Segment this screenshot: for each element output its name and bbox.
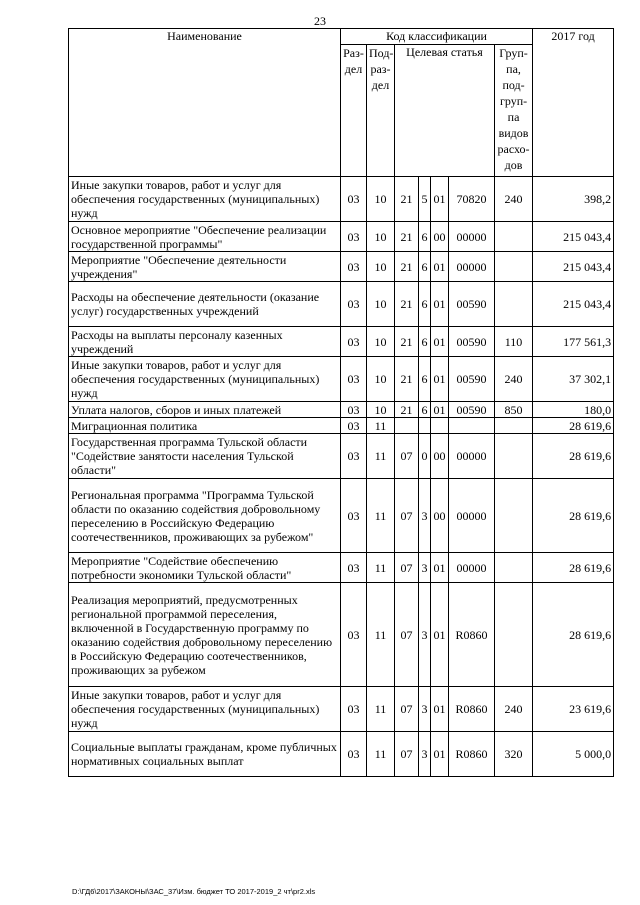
cell-p2: 6 — [419, 282, 431, 327]
cell-p4: 70820 — [449, 177, 495, 222]
cell-vr: 110 — [495, 327, 533, 357]
page-number: 23 — [314, 14, 326, 28]
cell-name: Мероприятие "Содействие обеспечению потребности экономики Тульской области" — [69, 553, 341, 583]
cell-p2: 6 — [419, 327, 431, 357]
cell-vr — [495, 282, 533, 327]
cell-pr: 11 — [367, 418, 395, 434]
table-row — [69, 282, 614, 327]
cell-pr: 10 — [367, 357, 395, 402]
cell-pr: 11 — [367, 732, 395, 777]
cell-pr: 10 — [367, 177, 395, 222]
table-row — [69, 357, 614, 402]
cell-name: Социальные выплаты гражданам, кроме публичных нормативных социальных выплат — [69, 732, 341, 777]
cell-amount: 215 043,4 — [533, 282, 614, 327]
cell-p1: 21 — [395, 252, 419, 282]
cell-p2: 3 — [419, 687, 431, 732]
table-row — [69, 583, 614, 687]
cell-p2: 6 — [419, 402, 431, 418]
table-row — [69, 327, 614, 357]
cell-vr — [495, 434, 533, 479]
header-year: 2017 год — [533, 29, 614, 177]
table-row — [69, 402, 614, 418]
cell-rz: 03 — [341, 583, 367, 687]
cell-name: Расходы на выплаты персоналу казенных учреждений — [69, 327, 341, 357]
cell-p1: 21 — [395, 402, 419, 418]
cell-p4: 00000 — [449, 479, 495, 553]
cell-name: Иные закупки товаров, работ и услуг для обеспечения государственных (муниципальных) нужд — [69, 177, 341, 222]
table-row — [69, 553, 614, 583]
cell-p3: 01 — [431, 583, 449, 687]
cell-p1: 07 — [395, 434, 419, 479]
cell-rz: 03 — [341, 327, 367, 357]
cell-p2: 3 — [419, 479, 431, 553]
cell-p1: 07 — [395, 479, 419, 553]
cell-p4: 00000 — [449, 252, 495, 282]
cell-vr — [495, 479, 533, 553]
cell-vr: 240 — [495, 177, 533, 222]
cell-vr: 320 — [495, 732, 533, 777]
cell-p4: 00590 — [449, 327, 495, 357]
cell-p2 — [419, 418, 431, 434]
cell-vr — [495, 222, 533, 252]
table-row — [69, 479, 614, 553]
cell-amount: 23 619,6 — [533, 687, 614, 732]
cell-p4: 00590 — [449, 357, 495, 402]
cell-pr: 10 — [367, 222, 395, 252]
cell-amount: 180,0 — [533, 402, 614, 418]
cell-vr: 240 — [495, 687, 533, 732]
cell-amount: 28 619,6 — [533, 434, 614, 479]
budget-table — [68, 28, 614, 777]
table-row — [69, 687, 614, 732]
cell-name: Государственная программа Тульской области "Содействие занятости населения Тульской области" — [69, 434, 341, 479]
cell-pr: 11 — [367, 479, 395, 553]
cell-p4 — [449, 418, 495, 434]
cell-vr: 850 — [495, 402, 533, 418]
cell-p4: R0860 — [449, 732, 495, 777]
cell-p2: 5 — [419, 177, 431, 222]
cell-name: Реализация мероприятий, предусмотренных региональной программой переселения, включенной в Государственную программу по оказанию содействия добровольному переселению в Российскую Федерацию соотечественников, проживающих за рубежом — [69, 583, 341, 687]
cell-amount: 177 561,3 — [533, 327, 614, 357]
cell-p3: 01 — [431, 177, 449, 222]
header-classification: Код классификации — [341, 29, 533, 45]
cell-p3: 01 — [431, 357, 449, 402]
cell-pr: 10 — [367, 327, 395, 357]
table-body — [69, 177, 614, 777]
cell-p2: 0 — [419, 434, 431, 479]
cell-name: Иные закупки товаров, работ и услуг для обеспечения государственных (муниципальных) нужд — [69, 357, 341, 402]
cell-p2: 6 — [419, 252, 431, 282]
cell-p4: 00000 — [449, 553, 495, 583]
table-row — [69, 177, 614, 222]
cell-pr: 10 — [367, 402, 395, 418]
cell-p3: 00 — [431, 434, 449, 479]
cell-amount: 28 619,6 — [533, 479, 614, 553]
cell-p4: 00590 — [449, 402, 495, 418]
cell-rz: 03 — [341, 252, 367, 282]
cell-p1: 21 — [395, 327, 419, 357]
header-section: Раз- дел — [341, 45, 367, 177]
cell-p3: 01 — [431, 282, 449, 327]
cell-rz: 03 — [341, 402, 367, 418]
cell-p3: 00 — [431, 479, 449, 553]
cell-pr: 11 — [367, 553, 395, 583]
table-row — [69, 434, 614, 479]
cell-p3: 01 — [431, 732, 449, 777]
cell-pr: 10 — [367, 252, 395, 282]
cell-pr: 11 — [367, 434, 395, 479]
cell-name: Региональная программа "Программа Тульской области по оказанию содействия добровольному переселению в Российскую Федерацию соотечественников, проживающих за рубежом" — [69, 479, 341, 553]
cell-name: Основное мероприятие "Обеспечение реализации государственной программы" — [69, 222, 341, 252]
cell-p3: 00 — [431, 222, 449, 252]
header-subsection: Под- раз- дел — [367, 45, 395, 177]
cell-vr — [495, 418, 533, 434]
cell-rz: 03 — [341, 357, 367, 402]
cell-rz: 03 — [341, 732, 367, 777]
cell-rz: 03 — [341, 434, 367, 479]
cell-amount: 215 043,4 — [533, 252, 614, 282]
cell-rz: 03 — [341, 687, 367, 732]
cell-name: Уплата налогов, сборов и иных платежей — [69, 402, 341, 418]
cell-amount: 28 619,6 — [533, 553, 614, 583]
cell-rz: 03 — [341, 222, 367, 252]
header-name: Наименование — [69, 29, 341, 177]
table-row — [69, 252, 614, 282]
file-path-footer: D:\ГД6\2017\ЗАКОНЫ\ЗАС_37\Изм. бюджет ТО 2017-2019_2 чт\pr2.xls — [72, 887, 316, 896]
header-group: Груп- па, под- груп- па видов расхо- дов — [495, 45, 533, 177]
cell-name: Мероприятие "Обеспечение деятельности учреждения" — [69, 252, 341, 282]
cell-vr — [495, 583, 533, 687]
cell-p3: 01 — [431, 687, 449, 732]
cell-p4: R0860 — [449, 687, 495, 732]
cell-p2: 3 — [419, 583, 431, 687]
cell-p1 — [395, 418, 419, 434]
cell-p1: 07 — [395, 553, 419, 583]
cell-p2: 3 — [419, 732, 431, 777]
header-target: Целевая статья — [395, 45, 495, 177]
cell-rz: 03 — [341, 282, 367, 327]
cell-p2: 3 — [419, 553, 431, 583]
cell-p1: 07 — [395, 732, 419, 777]
cell-name: Расходы на обеспечение деятельности (оказание услуг) государственных учреждений — [69, 282, 341, 327]
cell-amount: 398,2 — [533, 177, 614, 222]
cell-amount: 215 043,4 — [533, 222, 614, 252]
table-header — [69, 29, 614, 177]
cell-rz: 03 — [341, 553, 367, 583]
cell-p1: 07 — [395, 687, 419, 732]
cell-p1: 21 — [395, 177, 419, 222]
cell-name: Иные закупки товаров, работ и услуг для обеспечения государственных (муниципальных) нужд — [69, 687, 341, 732]
cell-vr — [495, 252, 533, 282]
cell-p4: 00000 — [449, 222, 495, 252]
cell-pr: 10 — [367, 282, 395, 327]
cell-p1: 07 — [395, 583, 419, 687]
cell-rz: 03 — [341, 479, 367, 553]
cell-p1: 21 — [395, 282, 419, 327]
cell-p3: 01 — [431, 327, 449, 357]
cell-p2: 6 — [419, 222, 431, 252]
cell-pr: 11 — [367, 687, 395, 732]
cell-p3: 01 — [431, 252, 449, 282]
cell-p3: 01 — [431, 402, 449, 418]
cell-amount: 28 619,6 — [533, 418, 614, 434]
cell-rz: 03 — [341, 177, 367, 222]
cell-rz: 03 — [341, 418, 367, 434]
cell-amount: 28 619,6 — [533, 583, 614, 687]
table-row — [69, 732, 614, 777]
cell-amount: 5 000,0 — [533, 732, 614, 777]
cell-p4: 00000 — [449, 434, 495, 479]
cell-p4: R0860 — [449, 583, 495, 687]
cell-p4: 00590 — [449, 282, 495, 327]
cell-name: Миграционная политика — [69, 418, 341, 434]
table-row — [69, 418, 614, 434]
cell-p2: 6 — [419, 357, 431, 402]
cell-p1: 21 — [395, 357, 419, 402]
cell-amount: 37 302,1 — [533, 357, 614, 402]
cell-p1: 21 — [395, 222, 419, 252]
table-row — [69, 222, 614, 252]
cell-p3: 01 — [431, 553, 449, 583]
cell-vr — [495, 553, 533, 583]
cell-p3 — [431, 418, 449, 434]
cell-vr: 240 — [495, 357, 533, 402]
cell-pr: 11 — [367, 583, 395, 687]
